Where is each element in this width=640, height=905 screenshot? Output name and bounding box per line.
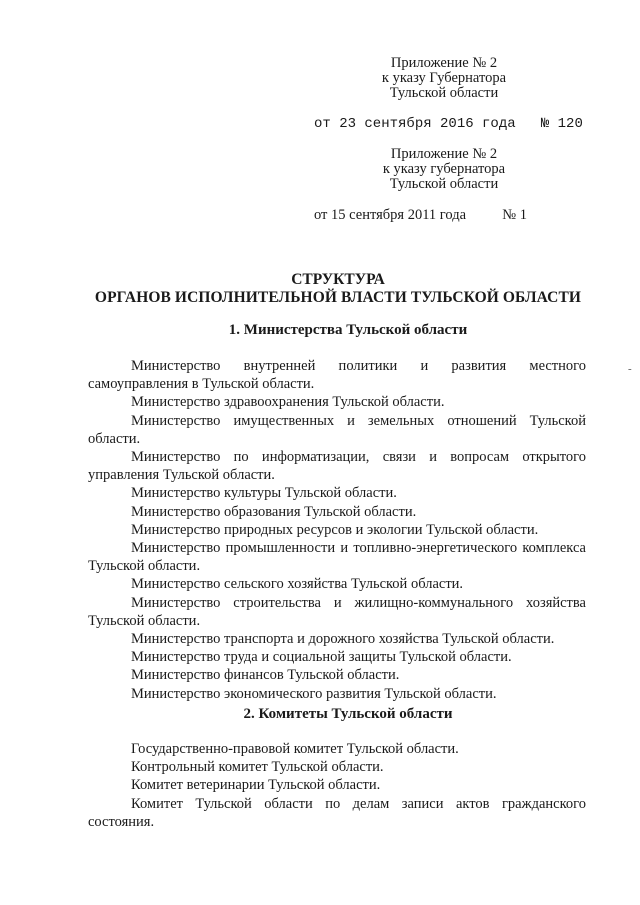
list-item: Государственно-правовой комитет Тульской области.: [131, 741, 459, 757]
list-item: Министерство промышленности и топливно-энергетического комплекса Тульской области.: [88, 540, 586, 575]
list-item: Министерство культуры Тульской области.: [131, 485, 397, 502]
appendix-decree: к указу губернатора: [382, 161, 506, 177]
list-item: Министерство здравоохранения Тульской области.: [131, 394, 445, 411]
appendix-number: Приложение № 2: [390, 146, 498, 162]
section-heading-committees: 2. Комитеты Тульской области: [243, 706, 453, 722]
list-item: Контрольный комитет Тульской области.: [131, 759, 384, 776]
appendix-number: Приложение № 2: [390, 55, 498, 71]
document-subtitle: ОРГАНОВ ИСПОЛНИТЕЛЬНОЙ ВЛАСТИ ТУЛЬСКОЙ ОБЛАСТИ: [94, 289, 582, 306]
list-item: Министерство образования Тульской области.: [131, 503, 417, 520]
list-item: Комитет Тульской области по делам записи актов гражданского состояния.: [88, 795, 586, 830]
appendix-region: Тульской области: [389, 85, 499, 101]
list-item: Министерство внутренней политики и развития местного самоуправления в Тульской области.: [88, 358, 586, 393]
list-item: Министерство финансов Тульской области.: [131, 667, 400, 684]
list-item: Министерство труда и социальной защиты Тульской области.: [131, 649, 512, 666]
appendix-decree: к указу Губернатора: [381, 70, 507, 86]
list-item: Министерство транспорта и дорожного хозяйства Тульской области.: [131, 631, 555, 648]
list-item: Министерство по информатизации, связи и вопросам открытого управления Тульской области.: [88, 449, 586, 484]
committees-list: [88, 740, 586, 831]
appendix-header-old: [360, 147, 528, 192]
appendix-region: Тульской области: [389, 176, 499, 192]
section-heading-ministries: 1. Министерства Тульской области: [228, 322, 468, 338]
decree-date-new: от 23 сентября 2016 года № 120: [314, 116, 583, 132]
list-item: Министерство сельского хозяйства Тульской области.: [131, 576, 464, 593]
decree-date-old: от 15 сентября 2011 года № 1: [314, 207, 527, 223]
document-title: СТРУКТУРА: [291, 271, 385, 288]
margin-mark: -: [628, 363, 632, 375]
ministries-list: [88, 357, 586, 703]
list-item: Министерство строительства и жилищно-коммунального хозяйства Тульской области.: [88, 594, 586, 629]
appendix-header-new: [360, 56, 528, 101]
list-item: Комитет ветеринарии Тульской области.: [131, 777, 381, 794]
list-item: Министерство природных ресурсов и экологии Тульской области.: [131, 521, 539, 538]
list-item: Министерство имущественных и земельных отношений Тульской области.: [88, 412, 586, 447]
list-item: Министерство экономического развития Тульской области.: [131, 685, 497, 702]
